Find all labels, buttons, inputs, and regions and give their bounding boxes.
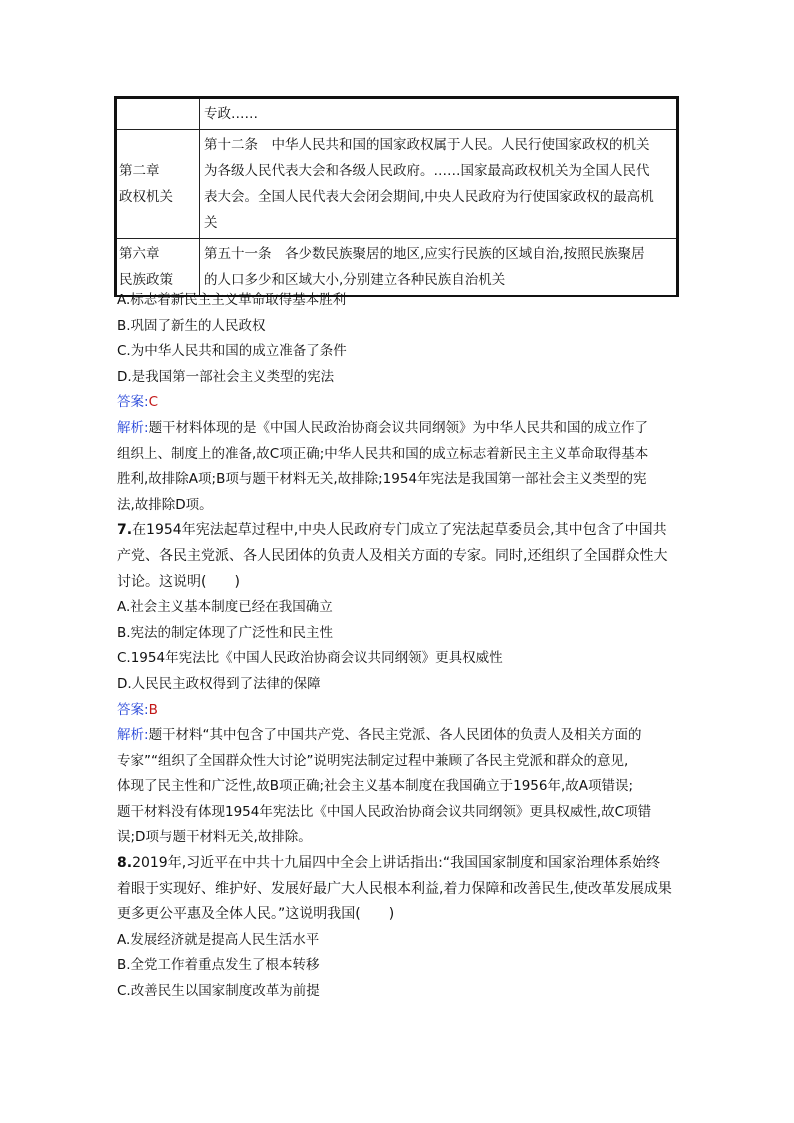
answer-label: 答案: [117, 701, 149, 718]
table-head-cell [116, 130, 200, 239]
question-stem: 讨论。这说明( ) [117, 573, 240, 590]
question-text [117, 288, 677, 1005]
table-row [116, 130, 678, 239]
question-stem: 更多更公平惠及全体人民。”这说明我国( ) [117, 906, 395, 923]
table-line: 的人口多少和区域大小,分别建立各种民族自治机关 [204, 272, 506, 288]
table-row [116, 98, 678, 130]
stem-text: 在1954年宪法起草过程中,中央人民政府专门成立了宪法起草委员会,其中包含了中国共 [132, 522, 667, 539]
option-c: C.改善民生以国家制度改革为前提 [117, 983, 320, 1000]
table-line: 第十二条 中华人民共和国的国家政权属于人民。人民行使国家政权的机关 [204, 137, 650, 153]
option-a: A.社会主义基本制度已经在我国确立 [117, 599, 333, 616]
option-c: C.为中华人民共和国的成立准备了条件 [117, 343, 347, 360]
table-line: 专政…… [204, 106, 258, 122]
explanation-line: 题干材料没有体现1954年宪法比《中国人民政治协商会议共同纲领》更具权威性,故C项错 [117, 803, 652, 820]
explanation-label: 解析: [117, 727, 149, 744]
table-line: 表大会。全国人民代表大会闭会期间,中央人民政府为行使国家政权的最高机 [204, 189, 654, 205]
table-content-cell [200, 98, 678, 130]
answer-label: 答案: [117, 394, 149, 411]
explanation-line: 专家”“组织了全国群众性大讨论”说明宪法制定过程中兼顾了各民主党派和群众的意见, [117, 752, 629, 769]
answer-line [117, 390, 677, 416]
explanation-text: 题干材料体现的是《中国人民政治协商会议共同纲领》为中华人民共和国的成立作了 [148, 419, 649, 436]
option-b: B.全党工作着重点发生了根本转移 [117, 957, 320, 974]
explanation-text: 题干材料“其中包含了中国共产党、各民主党派、各人民团体的负责人及相关方面的 [148, 727, 642, 744]
question-stem: 着眼于实现好、维护好、发展好最广大人民根本利益,着力保障和改善民生,使改革发展成果 [117, 880, 672, 897]
question-stem [117, 851, 677, 877]
explanation-line: 误;D项与题干材料无关,故排除。 [117, 829, 312, 846]
table-line: 第五十一条 各少数民族聚居的地区,应实行民族的区域自治,按照民族聚居 [204, 246, 645, 262]
explanation-line: 法,故排除D项。 [117, 496, 213, 513]
chapter-title: 民族政策 [119, 272, 173, 288]
table-line: 为各级人民代表大会和各级人民政府。……国家最高政权机关为全国人民代 [204, 163, 650, 179]
explanation-line [117, 723, 677, 749]
option-b: B.巩固了新生的人民政权 [117, 317, 266, 334]
explanation-line: 体现了民主性和广泛性,故B项正确;社会主义基本制度在我国确立于1956年,故A项错误; [117, 778, 634, 795]
option-b: B.宪法的制定体现了广泛性和民主性 [117, 624, 334, 641]
question-number: 8. [117, 855, 133, 872]
explanation-line [117, 416, 677, 442]
explanation-label: 解析: [117, 419, 149, 436]
explanation-line: 胜利,故排除A项;B项与题干材料无关,故排除;1954年宪法是我国第一部社会主义类型的宪 [117, 471, 647, 488]
option-a: A.标志着新民主主义革命取得基本胜利 [117, 292, 347, 308]
table-head-cell [116, 98, 200, 130]
option-d: D.人民民主政权得到了法律的保障 [117, 675, 321, 692]
question-stem: 产党、各民主党派、各人民团体的负责人及相关方面的专家。同时,还组织了全国群众性大 [117, 547, 668, 564]
option-d: D.是我国第一部社会主义类型的宪法 [117, 368, 335, 385]
chapter-number: 第六章 [119, 246, 160, 262]
answer-line [117, 698, 677, 724]
table-content-cell [200, 130, 678, 239]
answer-value: C [148, 394, 158, 411]
question-stem [117, 518, 677, 544]
chapter-number: 第二章 [119, 163, 160, 179]
option-c: C.1954年宪法比《中国人民政治协商会议共同纲领》更具权威性 [117, 650, 503, 667]
constitution-table [114, 96, 679, 297]
stem-text: 2019年,习近平在中共十九届四中全会上讲话指出:“我国国家制度和国家治理体系始终 [132, 855, 661, 872]
answer-value: B [148, 701, 158, 718]
explanation-line: 组织上、制度上的准备,故C项正确;中华人民共和国的成立标志着新民主主义革命取得基本 [117, 445, 649, 462]
table-line: 关 [204, 215, 218, 231]
chapter-title: 政权机关 [119, 189, 173, 205]
question-number: 7. [117, 522, 133, 539]
option-a: A.发展经济就是提高人民生活水平 [117, 931, 320, 948]
